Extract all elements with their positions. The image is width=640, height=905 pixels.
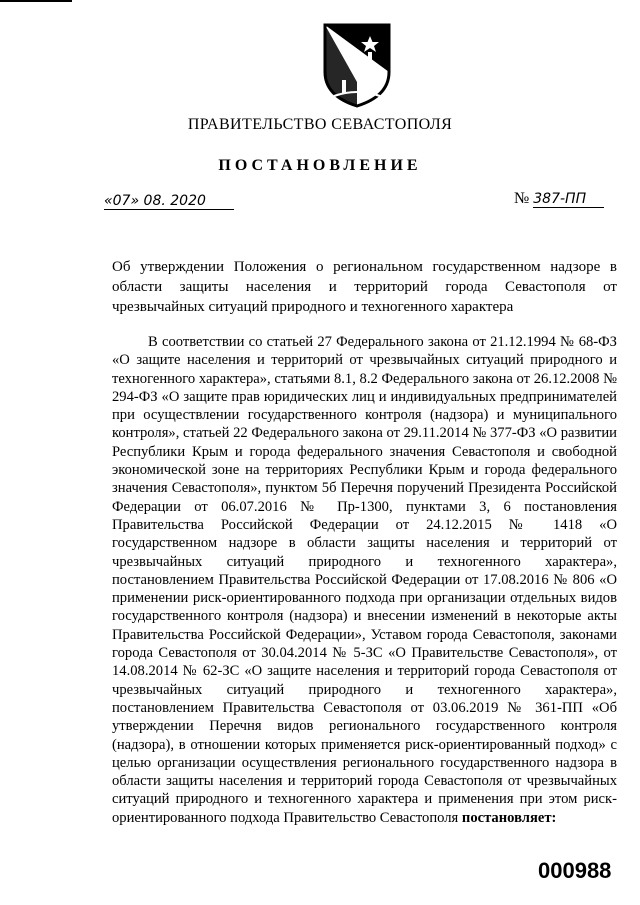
handwritten-number: 387-ПП [533, 191, 604, 208]
document-type-heading: ПОСТАНОВЛЕНИЕ [218, 157, 422, 174]
government-title: ПРАВИТЕЛЬСТВО СЕВАСТОПОЛЯ [187, 116, 453, 133]
serial-number: 000988 [538, 858, 612, 883]
document-subject: Об утверждении Положения о региональном государственном надзоре в области защиты населения и территорий города Севастополя от чрезвычайных ситуаций природного и техногенного характера [112, 259, 617, 315]
number-sign: № [514, 190, 530, 207]
date-field [104, 190, 234, 210]
body-paragraph [112, 333, 617, 827]
body-paragraph-text: В соответствии со статьей 27 Федерального закона от 21.12.1994 № 68-ФЗ «О защите населения и территорий от чрезвычайных ситуаций природного и техногенного характера», статьями 8.1, 8.2 Федерального закона от 26.12.2008 № 294-ФЗ «О защите прав юридических лиц и индивидуальных предпринимателей при осуществлении государственного контроля (надзора) и муниципального контроля», статьей 22 Федерального закона от 29.11.2014 № 377-ФЗ «О развитии Республики Крым и города федерального значения Севастополя и свободной экономической зоне на территориях Республики Крым и города федерального значения Севастополя», пунктом 5б Перечня поручений Президента Российской Федерации от 06.07.2016 № Пр-1300, пунктами 3, 6 постановления Правительства Российской Федерации от 24.12.2015 № 1418 «О государственном надзоре в области защиты населения и территорий от чрезвычайных ситуаций природного и техногенного характера», постановлением Правительства Российской Федерации от 17.08.2016 № 806 «О применении риск-ориентированного подхода при организации отдельных видов государственного контроля (надзора) и внесении изменений в некоторые акты Правительства Российской Федерации», Уставом города Севастополя, законами города Севастополя от 30.04.2014 № 5-ЗС «О Правительстве Севастополя», от 14.08.2014 № 62-ЗС «О защите населения и территорий города Севастополя от чрезвычайных ситуаций природного и техногенного характера», постановлением Правительства Севастополя от 03.06.2019 № 361-ПП «Об утверждении Перечня видов регионального государственного контроля (надзора), в отношении которых применяется риск-ориентированный подход» с целью организации осуществления регионального государственного надзора в области защиты населения и территорий города Севастополя от чрезвычайных ситуаций природного и техногенного характера и применения при этом риск-ориентированного подхода Правительство Севастополя [112, 334, 617, 826]
decree-word: постановляет: [461, 809, 557, 826]
number-field [514, 190, 614, 209]
corner-scan-mark [0, 0, 72, 2]
handwritten-date: «07» 08. 2020 [104, 193, 206, 209]
sevastopol-coat-of-arms-emblem [322, 22, 392, 108]
